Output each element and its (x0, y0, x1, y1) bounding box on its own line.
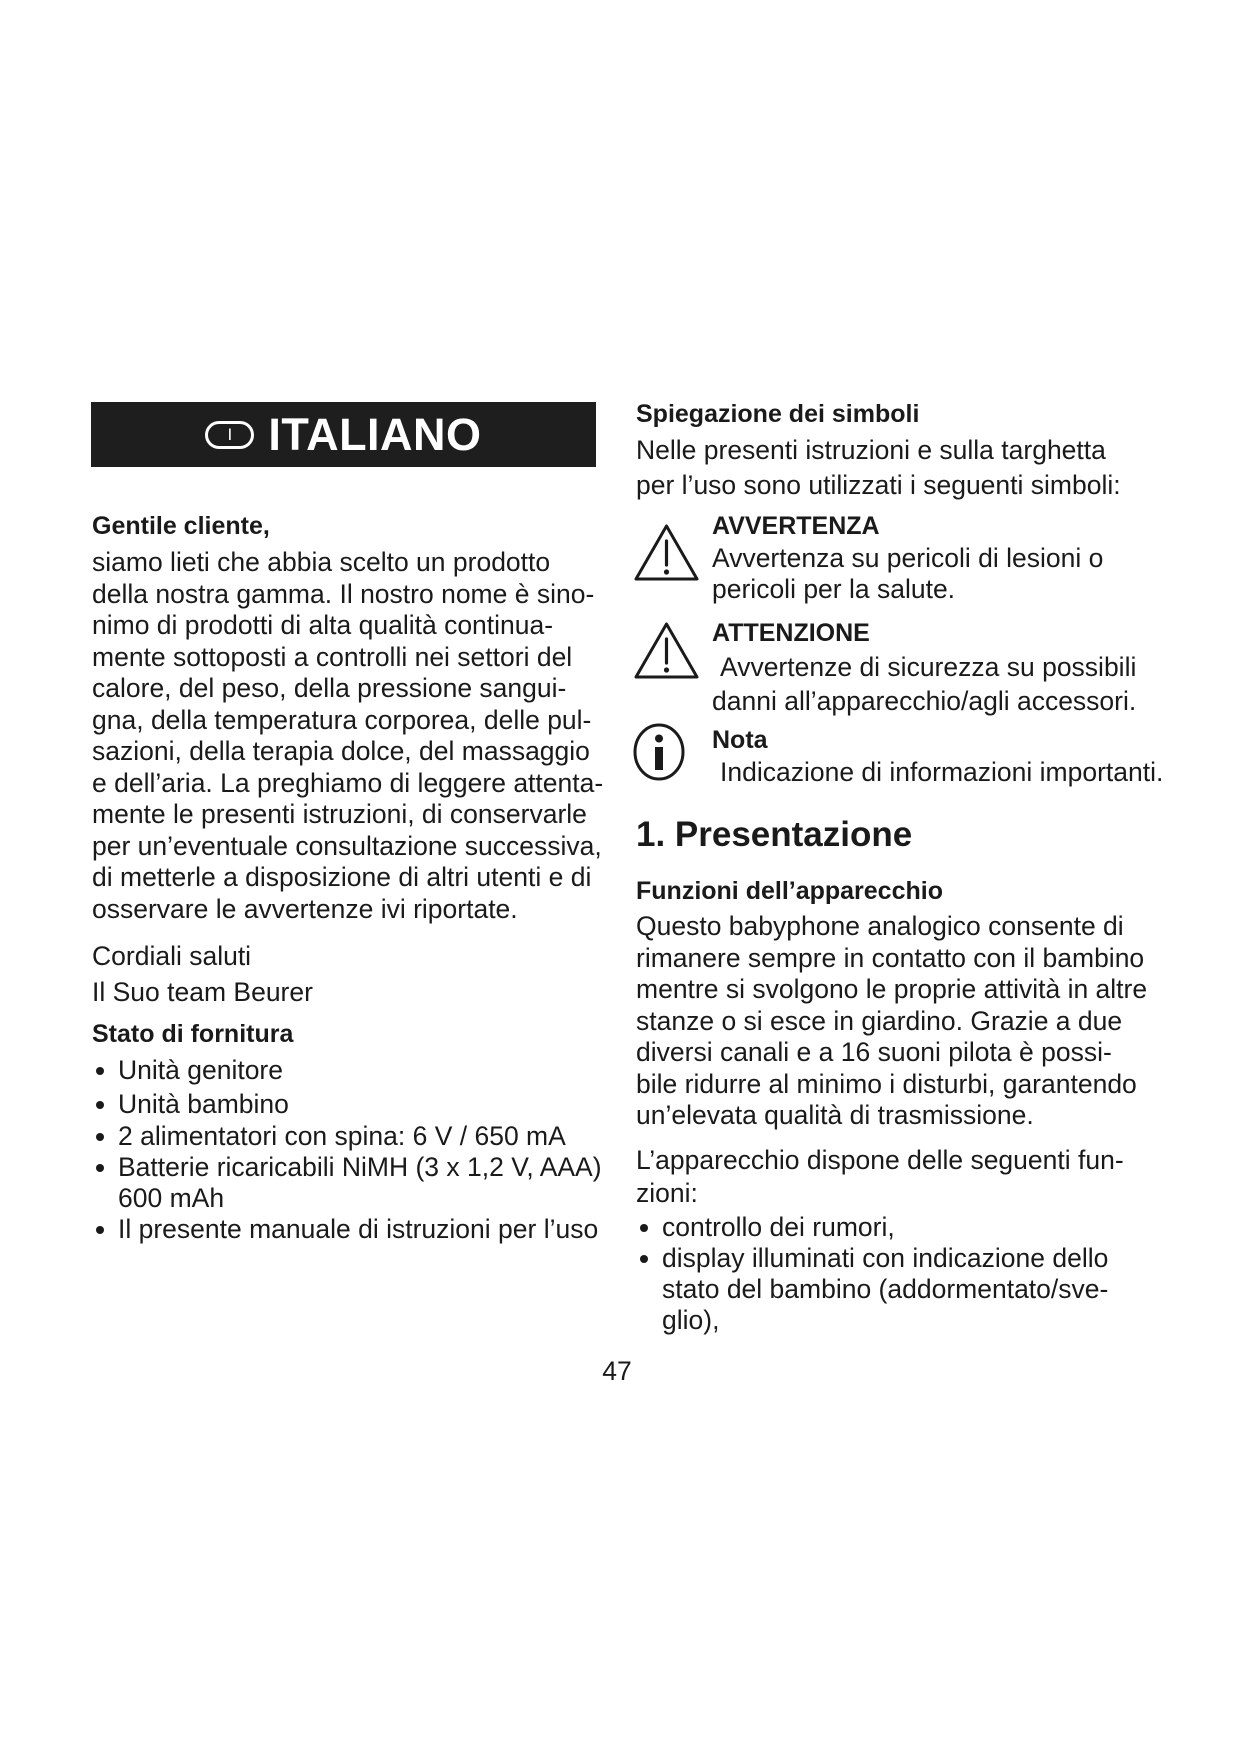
paragraph-line: rimanere sempre in contatto con il bambino (636, 942, 1145, 973)
symbol-title: Nota (712, 726, 768, 754)
greeting-line: calore, del peso, della pressione sangui- (92, 673, 567, 703)
list-item (92, 1121, 566, 1152)
functions-intro-paragraph (636, 1144, 1124, 1210)
greeting-line: nimo di prodotti di alta qualità continua- (92, 610, 554, 640)
paragraph-line: mentre si svolgono le proprie attività in altre (636, 974, 1148, 1004)
list-item-text: Batterie ricaricabili NiMH (3 x 1,2 V, AAA) (118, 1152, 602, 1182)
list-item-text: display illuminati con indicazione dello (662, 1243, 1109, 1273)
paragraph-line: L’apparecchio dispone delle seguenti fun- (636, 1145, 1124, 1175)
list-item-text: controllo dei rumori, (662, 1212, 895, 1242)
warning-triangle-icon (633, 620, 700, 680)
paragraph-line: Questo babyphone analogico consente di (636, 911, 1124, 941)
symbol-entry-text (712, 616, 1136, 718)
bullet-icon (96, 1226, 104, 1234)
symbol-entry-caution (632, 616, 1192, 718)
symbol-description-line: pericoli per la salute. (712, 574, 956, 604)
symbol-title: AVVERTENZA (712, 512, 880, 540)
list-item (636, 1212, 895, 1243)
closing-salutation: Cordiali saluti (92, 941, 252, 971)
paragraph-line: diversi canali e a 16 suoni pilota è possi- (636, 1037, 1112, 1067)
list-item-text: Il presente manuale di istruzioni per l’uso (118, 1214, 599, 1244)
symbol-entry-text (712, 725, 1163, 788)
greeting-paragraph (92, 547, 603, 925)
symbol-entry-text (712, 511, 1103, 606)
symbol-entry-note (632, 725, 1192, 789)
delivery-heading: Stato di fornitura (92, 1020, 294, 1048)
symbol-description-line: danni all’apparecchio/agli accessori. (712, 686, 1137, 716)
presentation-paragraph (636, 911, 1147, 1132)
symbols-intro (636, 433, 1121, 503)
bullet-icon (96, 1101, 104, 1109)
greeting-line: mente sottoposti a controlli nei settori del (92, 641, 573, 672)
list-item-text: stato del bambino (addormentato/sve- (662, 1274, 1109, 1304)
symbols-intro-line: per l’uso sono utilizzati i seguenti simboli: (636, 470, 1121, 500)
greeting-heading: Gentile cliente, (92, 512, 270, 540)
greeting-line: per un’eventuale consultazione successiva, (92, 830, 602, 861)
bullet-icon (640, 1224, 648, 1232)
bullet-icon (96, 1133, 104, 1141)
page-number: 47 (602, 1356, 632, 1386)
symbol-title: ATTENZIONE (712, 619, 870, 647)
list-item (636, 1243, 1108, 1336)
symbols-intro-line: Nelle presenti istruzioni e sulla targhetta (636, 435, 1106, 465)
list-item (92, 1214, 598, 1245)
list-item-text: glio), (662, 1305, 720, 1335)
greeting-line: e dell’aria. La preghiamo di leggere attenta- (92, 767, 604, 798)
symbol-entry-warning (632, 511, 1192, 607)
bullet-icon (96, 1067, 104, 1075)
greeting-line: siamo lieti che abbia scelto un prodotto (92, 547, 551, 577)
section-title: 1. Presentazione (636, 815, 913, 854)
list-item (92, 1152, 602, 1214)
list-item (92, 1055, 283, 1086)
closing-signature: Il Suo team Beurer (92, 977, 313, 1007)
paragraph-line: un’elevata qualità di trasmissione. (636, 1100, 1034, 1130)
list-item (92, 1089, 289, 1120)
greeting-line: osservare le avvertenze ivi riportate. (92, 893, 518, 924)
list-item-text: 600 mAh (118, 1183, 225, 1213)
section-subheading: Funzioni dell’apparecchio (636, 877, 943, 905)
symbol-description-line: Avvertenza su pericoli di lesioni o (712, 542, 1104, 573)
paragraph-line: zioni: (636, 1178, 698, 1208)
greeting-line: della nostra gamma. Il nostro nome è sino- (92, 578, 595, 609)
paragraph-line: bile ridurre al minimo i disturbi, garantendo (636, 1068, 1137, 1099)
warning-triangle-icon (633, 522, 700, 582)
paragraph-line: stanze o si esce in giardino. Grazie a due (636, 1005, 1123, 1036)
greeting-line: di metterle a disposizione di altri utenti e di (92, 862, 592, 892)
list-item-text: 2 alimentatori con spina: 6 V / 650 mA (118, 1121, 566, 1151)
symbol-description-line: Avvertenze di sicurezza su possibili (720, 652, 1137, 682)
bullet-icon (96, 1164, 104, 1172)
info-icon (632, 722, 686, 782)
greeting-line: gna, della temperatura corporea, delle pul- (92, 704, 592, 735)
country-badge-icon: I (205, 421, 254, 449)
symbol-description-line: Indicazione di informazioni importanti. (720, 756, 1164, 787)
language-title: ITALIANO (268, 409, 482, 460)
greeting-line: sazioni, della terapia dolce, del massaggio (92, 736, 590, 766)
bullet-icon (640, 1255, 648, 1263)
greeting-line: mente le presenti istruzioni, di conservarle (92, 799, 587, 829)
list-item-text: Unità bambino (118, 1089, 289, 1119)
closing (92, 938, 313, 1010)
language-header-bar (91, 402, 596, 467)
symbols-heading: Spiegazione dei simboli (636, 400, 920, 428)
list-item-text: Unità genitore (118, 1055, 283, 1085)
